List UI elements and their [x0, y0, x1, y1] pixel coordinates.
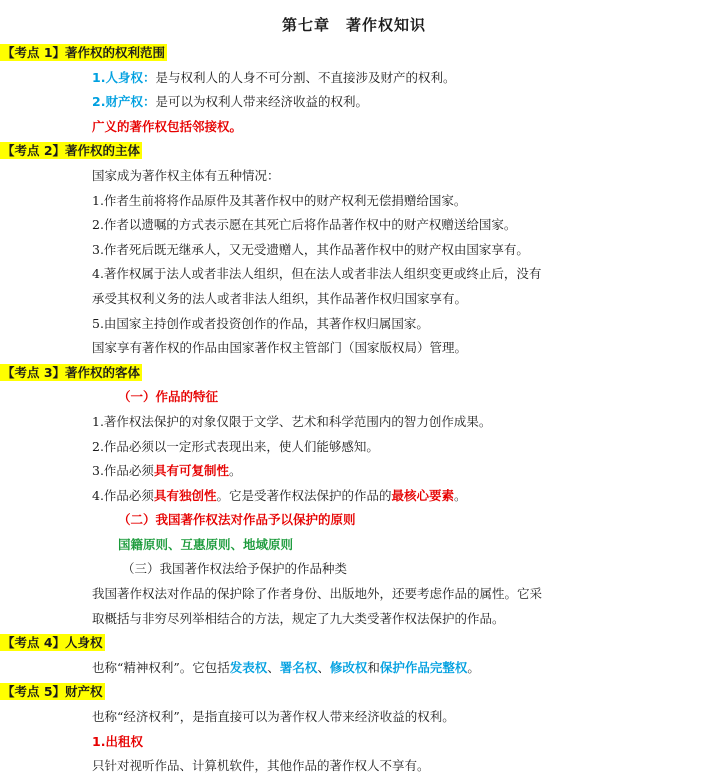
s4-sep-1: 、: [267, 659, 280, 675]
s2-point-4a: 4.著作权属于法人或者非法人组织，但在法人或者非法人组织变更或终止后，没有: [92, 266, 542, 282]
s3-feature-1: 1.著作权法保护的对象仅限于文学、艺术和科学范围内的智力创作成果。: [92, 413, 492, 429]
s3-sub-1-title: （一）作品的特征: [118, 389, 219, 405]
s3-principles: [0, 533, 708, 558]
s2-point-2: 2.作者以遗嘱的方式表示愿在其死亡后将作品著作权中的财产权赠送给国家。: [92, 217, 517, 233]
s2-intro: 国家成为著作权主体有五种情况：: [92, 167, 280, 183]
s2-point-6: 国家享有著作权的作品由国家著作权主管部门（国家版权局）管理。: [92, 340, 468, 356]
s5-last: 只针对视听作品、计算机软件，其他作品的著作权人不享有。: [92, 758, 430, 774]
s3-works-1: 我国著作权法对作品的保护除了作者身份、出版地外，还要考虑作品的属性。它采: [92, 586, 543, 602]
s4-pre: 也称“精神权利”。它包括: [92, 659, 230, 675]
s2-point-4b: 承受其权利义务的法人或者非法人组织，其作品著作权归国家享有。: [92, 290, 468, 306]
s4-right-3: 修改权: [329, 659, 368, 675]
s3-feature-3: [0, 459, 708, 484]
s3-sub-3: （三）我国著作权法给予保护的作品种类: [122, 561, 348, 577]
s3-feature-4: [0, 484, 708, 509]
s2-point-5: 5.由国家主持创作或者投资创作的作品，其著作权归属国家。: [92, 315, 429, 331]
s3-f4-pre: 4.作品必须: [92, 487, 154, 503]
s3-f3-emph: 具有可复制性: [153, 463, 229, 479]
s3-works-2: 取概括与非穷尽列举相结合的方法，规定了九大类受著作权法保护的作品。: [92, 610, 505, 626]
s3-sub-2-title: （二）我国著作权法对作品予以保护的原则: [118, 512, 356, 528]
s3-f4-mid: 。它是受著作权法保护的作品的: [216, 487, 392, 503]
section-1: [0, 41, 708, 66]
s4-and: 和: [367, 659, 380, 675]
s1-item-1-label: 1.人身权：: [92, 69, 156, 85]
s4-right-4: 保护作品完整权: [379, 659, 468, 675]
s3-principles-text: 国籍原则、互惠原则、地域原则: [118, 536, 294, 552]
s1-item-2-text: 是可以为权利人带来经济收益的权利。: [155, 94, 368, 110]
s3-feature-2: 2.作品必须以一定形式表现出来，使人们能够感知。: [92, 438, 379, 454]
s4-right-2: 署名权: [279, 659, 318, 675]
s3-f4-post: 。: [453, 487, 467, 503]
section-4: [0, 631, 708, 656]
section-2-heading: 【考点 2】著作权的主体: [2, 143, 141, 159]
s3-f4-emph-2: 最核心要素: [391, 487, 454, 503]
s1-note: [0, 115, 708, 140]
s4-right-1: 发表权: [229, 659, 268, 675]
s4-post: 。: [467, 659, 480, 675]
s4-desc: [0, 656, 708, 681]
s1-item-2-label: 2.财产权：: [92, 94, 156, 110]
s1-item-1-text: 是与权利人的人身不可分割、不直接涉及财产的权利。: [155, 69, 456, 85]
s3-f3-pre: 3.作品必须: [92, 463, 154, 479]
s1-item-2: [0, 90, 708, 115]
s5-desc: 也称“经济权利”，是指直接可以为著作权人带来经济收益的权利。: [92, 709, 455, 725]
s1-item-1: [0, 66, 708, 91]
s3-sub-1: [0, 385, 708, 410]
section-3-heading: 【考点 3】著作权的客体: [2, 364, 141, 380]
chapter-title: 第七章 著作权知识: [281, 16, 426, 34]
s3-sub-2: [0, 508, 708, 533]
section-1-heading: 【考点 1】著作权的权利范围: [2, 45, 166, 60]
s2-point-3: 3.作者死后既无继承人，又无受遗赠人，其作品著作权中的财产权由国家享有。: [92, 241, 529, 257]
s5-sub-1-title: 1.出租权: [92, 733, 143, 749]
s1-note-text: 广义的著作权包括邻接权。: [92, 118, 243, 134]
s5-sub-1: [0, 730, 708, 755]
s2-point-1: 1.作者生前将将作品原件及其著作权中的财产权利无偿捐赠给国家。: [92, 192, 467, 208]
s3-f3-post: 。: [228, 463, 242, 479]
section-5: [0, 680, 708, 705]
section-4-heading: 【考点 4】人身权: [2, 635, 103, 651]
section-5-heading: 【考点 5】财产权: [2, 684, 103, 700]
s3-f4-emph: 具有独创性: [153, 487, 217, 503]
s4-sep-2: 、: [317, 659, 330, 675]
section-2: [0, 139, 708, 164]
section-3: [0, 361, 708, 386]
